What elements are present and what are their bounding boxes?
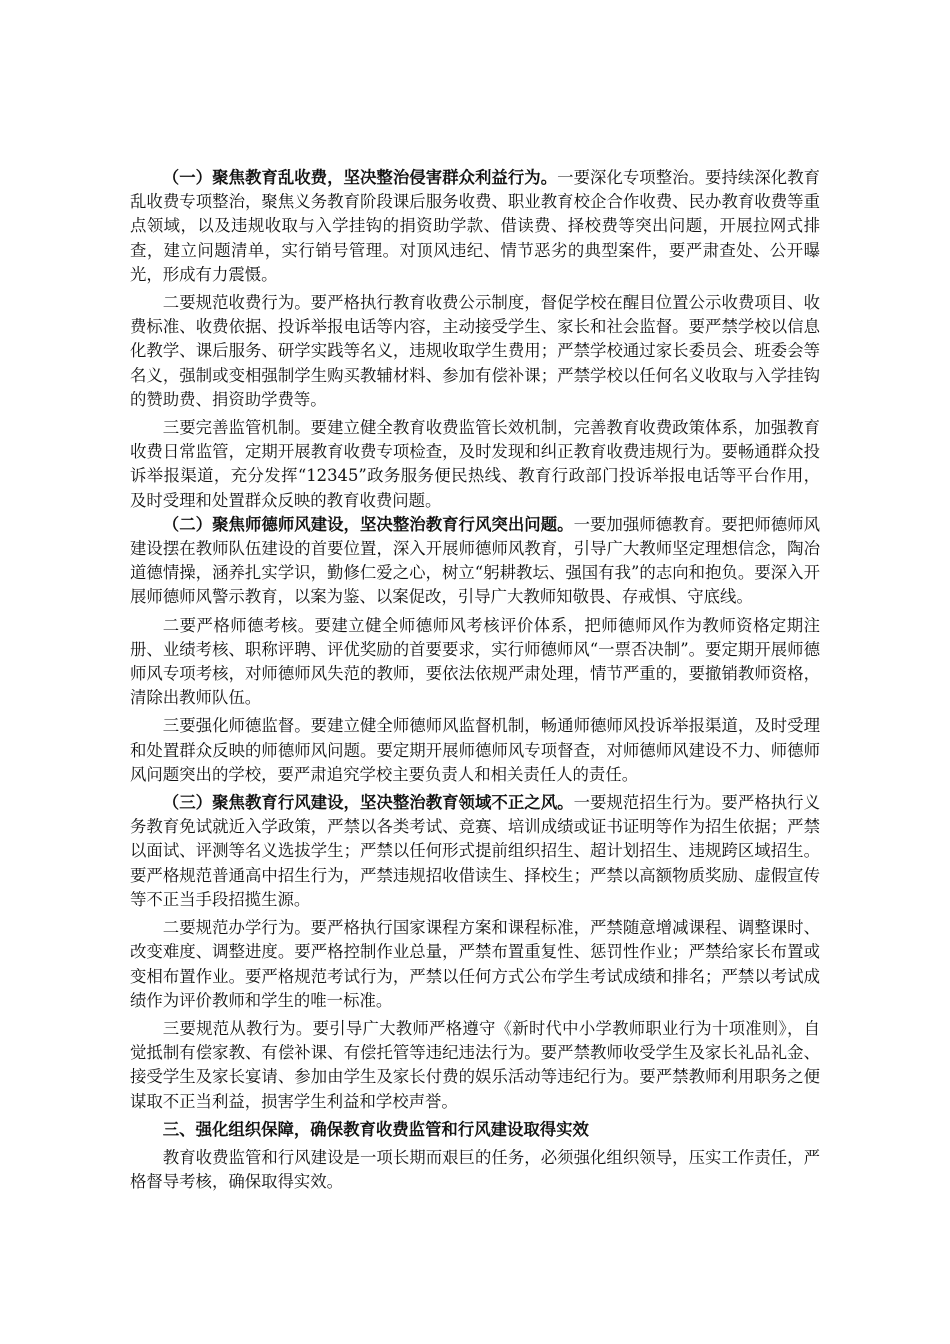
document-page [130, 166, 820, 1194]
section-lead-2: （二）聚焦师德师风建设，坚决整治教育行风突出问题。 [162, 514, 574, 534]
section-lead-1: （一）聚焦教育乱收费，坚决整治侵害群众利益行为。 [162, 168, 558, 187]
paragraph-s2-3: 三要强化师德监督。要建立健全师德师风监督机制，畅通师德师风投诉举报渠道，及时受理和处置群众反映的师德师风问题。要定期开展师德师风专项督查，对师德师风建设不力、师德师风问题突出的学校，要严肃追究学校主要负责人和相关责任人的责任。 [130, 716, 820, 784]
paragraph-text: 一要深化专项整治。要持续深化教育乱收费专项整治，聚焦义务教育阶段课后服务收费、职业教育校企合作收费、民办教育收费等重点领域，以及违规收取与入学挂钩的捐资助学款、借读费、择校费等突出问题，开展拉网式排查，建立问题清单，实行销号管理。对顶风违纪、情节恶劣的典型案件，要严肃查处、公开曝光，形成有力震慑。 [130, 168, 821, 284]
paragraph-s3-1 [130, 791, 820, 912]
section-heading-3: 三、强化组织保障，确保教育收费监管和行风建设取得实效 [162, 1119, 589, 1139]
paragraph-s2-2: 二要严格师德考核。要建立健全师德师风考核评价体系，把师德师风作为教师资格定期注册、业绩考核、职称评聘、评优奖励的首要要求，实行师德师风“一票否决制”。要定期开展师德师风专项考核，对师德师风失范的教师，要依法依规严肃处理，情节严重的，要撤销教师资格，清除出教师队伍。 [130, 615, 820, 708]
section-lead-3: （三）聚焦教育行风建设，坚决整治教育领域不正之风。 [162, 793, 574, 813]
paragraph-text: 一要加强师德教育。要把师德师风建设摆在教师队伍建设的首要位置，深入开展师德师风教育，引导广大教师坚定理想信念，陶冶道德情操，涵养扎实学识，勤修仁爱之心，树立“躬耕教坛、强国有我”的志向和抱负。要深入开展师德师风警示教育，以案为鉴、以案促改，引导广大教师知敬畏、存戒惧、守底线。 [130, 514, 821, 607]
paragraph-s2-1 [130, 513, 820, 610]
paragraph-s1-3: 三要完善监管机制。要建立健全教育收费监管长效机制，完善教育收费政策体系，加强教育收费日常监管，定期开展教育收费专项检查，及时发现和纠正教育收费违规行为。要畅通群众投诉举报渠道，充分发挥“12345”政务服务便民热线、教育行政部门投诉举报电话等平台作用，及时受理和处置群众反映的教育收费问题。 [130, 418, 820, 510]
paragraph-text: 一要规范招生行为。要严格执行义务教育免试就近入学政策，严禁以各类考试、竞赛、培训成绩或证书证明等作为招生依据；严禁以面试、评测等名义选拔学生；严禁以任何形式提前组织招生、超计划招生、违规跨区域招生。要严格规范普通高中招生行为，严禁违规招收借读生、择校生；严禁以高额物质奖励、虚假宣传等不正当手段招揽生源。 [130, 793, 821, 909]
paragraph-s3-3: 三要规范从教行为。要引导广大教师严格遵守《新时代中小学教师职业行为十项准则》，自觉抵制有偿家教、有偿补课、有偿托管等违纪违法行为。要严禁教师收受学生及家长礼品礼金、接受学生及家长宴请、参加由学生及家长付费的娱乐活动等违纪行为。要严禁教师利用职务之便谋取不正当利益，损害学生利益和学校声誉。 [130, 1018, 820, 1111]
paragraph-final: 教育收费监管和行风建设是一项长期而艰巨的任务，必须强化组织领导，压实工作责任，严格督导考核，确保取得实效。 [130, 1147, 820, 1192]
paragraph-s1-2: 二要规范收费行为。要严格执行教育收费公示制度，督促学校在醒目位置公示收费项目、收费标准、收费依据、投诉举报电话等内容，主动接受学生、家长和社会监督。要严禁学校以信息化教学、课后服务、研学实践等名义，违规收取学生费用；严禁学校通过家长委员会、班委会等名义，强制或变相强制学生购买教辅材料、参加有偿补课；严禁学校以任何名义收取与入学挂钩的赞助费、捐资助学费等。 [130, 293, 820, 409]
paragraph-s1-1 [130, 166, 820, 287]
paragraph-s3-2: 二要规范办学行为。要严格执行国家课程方案和课程标准，严禁随意增减课程、调整课时、改变难度、调整进度。要严格控制作业总量，严禁布置重复性、惩罚性作业；严禁给家长布置或变相布置作业。要严格规范考试行为，严禁以任何方式公布学生考试成绩和排名；严禁以考试成绩作为评价教师和学生的唯一标准。 [130, 918, 820, 1010]
